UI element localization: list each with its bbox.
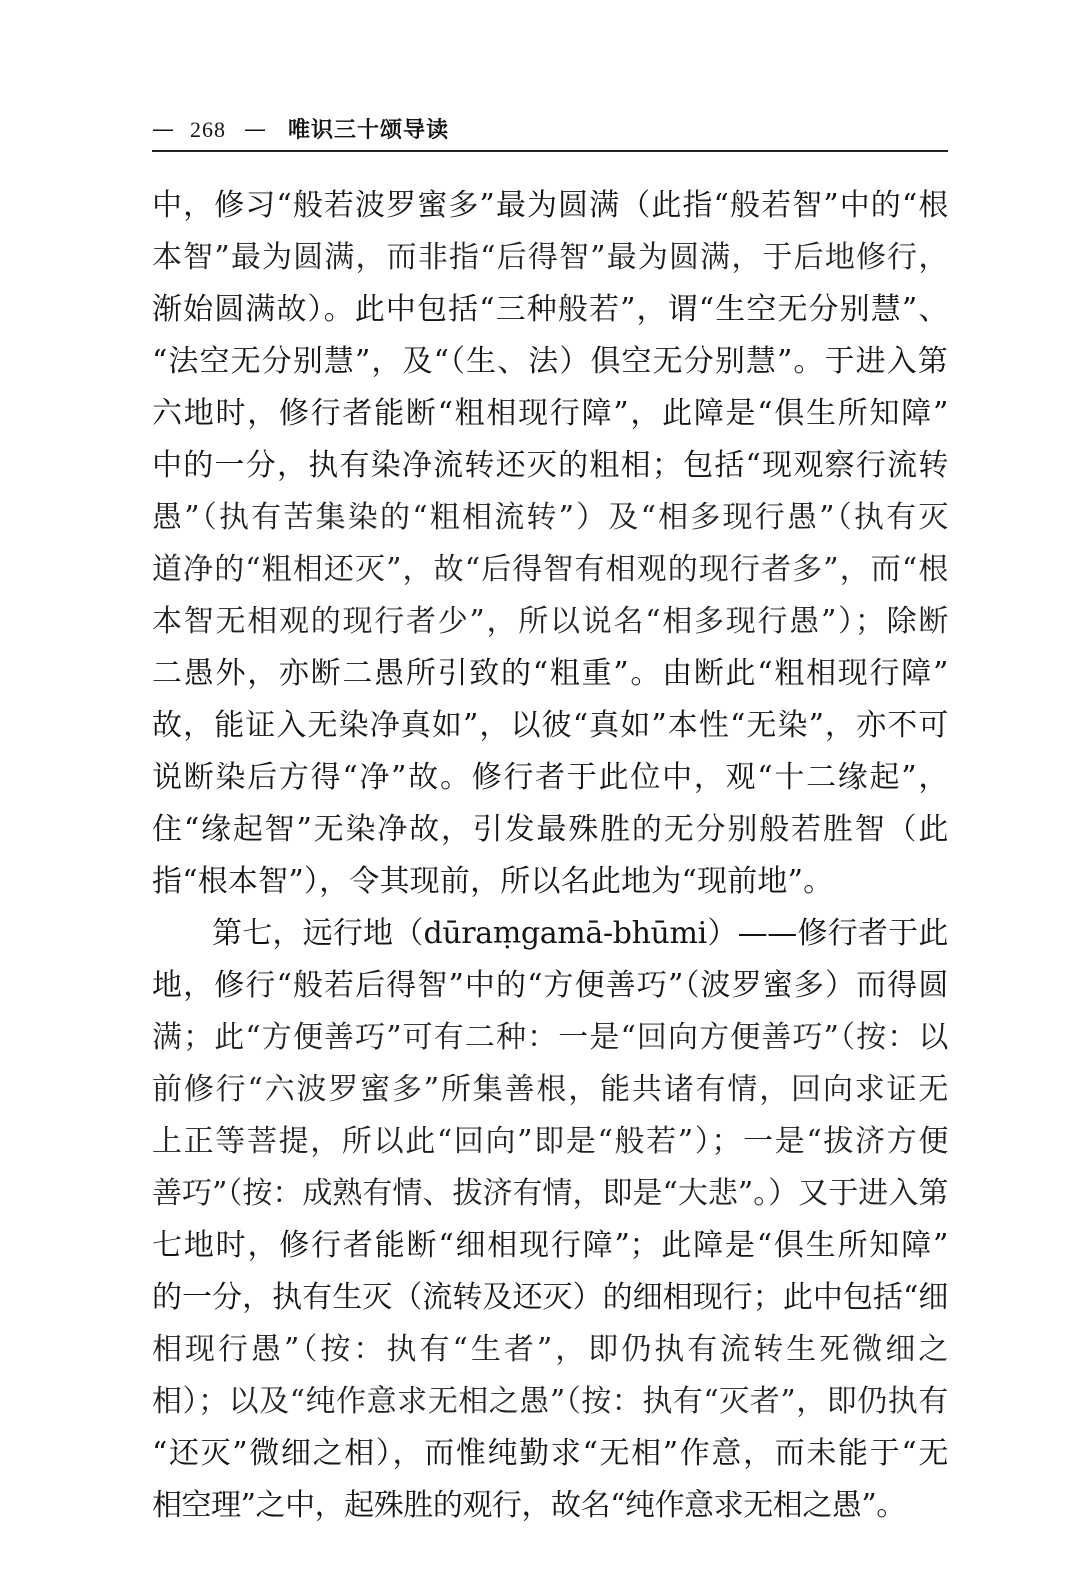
- body-line-20: 善巧”（按：成熟有情、拔济有情，即是“大悲”。）又于进入第: [152, 1176, 948, 1211]
- body-line-13: 住“缘起智”无染净故，引发最殊胜的无分别般若胜智（此: [152, 812, 948, 847]
- middle-header-dash: —: [244, 117, 267, 142]
- left-header-dash: —: [152, 117, 175, 142]
- body-line-16: 地，修行“般若后得智”中的“方便善巧”（波罗蜜多）而得圆: [152, 968, 948, 1003]
- body-line-8: 道净的“粗相还灭”，故“后得智有相观的现行者多”，而“根: [152, 552, 948, 587]
- body-line-25: “还灭”微细之相），而惟纯勤求“无相”作意，而未能于“无: [152, 1436, 948, 1471]
- body-line-19: 上正等菩提，所以此“回向”即是“般若”）；一是“拔济方便: [152, 1124, 948, 1159]
- body-line-3: 渐始圆满故）。此中包括“三种般若”，谓“生空无分别慧”、: [152, 292, 948, 327]
- body-line-11: 故，能证入无染净真如”，以彼“真如”本性“无染”，亦不可: [152, 708, 948, 743]
- body-text: [152, 180, 948, 1523]
- body-line-17: 满；此“方便善巧”可有二种：一是“回向方便善巧”（按：以: [152, 1020, 948, 1055]
- body-line-22: 的一分，执有生灭（流转及还灭）的细相现行；此中包括“细: [152, 1280, 948, 1315]
- running-header: [152, 116, 948, 150]
- body-line-9: 本智无相观的现行者少”，所以说名“相多现行愚”）；除断: [152, 604, 948, 639]
- body-line-24: 相）；以及“纯作意求无相之愚”（按：执有“灭者”，即仍执有: [152, 1384, 948, 1419]
- body-line-21: 七地时，修行者能断“细相现行障”；此障是“俱生所知障”: [152, 1228, 948, 1263]
- page-number: 268: [190, 117, 226, 142]
- body-line-14: 指“根本智”），令其现前，所以名此地为“现前地”。: [152, 864, 834, 899]
- body-line-7: 愚”（执有苦集染的“粗相流转”）及“相多现行愚”（执有灭: [152, 500, 948, 535]
- body-line-15: 第七，远行地（dūraṃgamā-bhūmi）——修行者于此: [212, 916, 948, 951]
- book-title: 唯识三十颂导读: [288, 117, 450, 143]
- body-line-1: 中，修习“般若波罗蜜多”最为圆满（此指“般若智”中的“根: [152, 188, 948, 223]
- body-line-2: 本智”最为圆满，而非指“后得智”最为圆满，于后地修行，: [152, 240, 948, 275]
- header-rule: [152, 150, 948, 152]
- body-line-6: 中的一分，执有染净流转还灭的粗相；包括“现观察行流转: [152, 448, 948, 483]
- body-line-12: 说断染后方得“净”故。修行者于此位中，观“十二缘起”，: [152, 760, 948, 795]
- body-line-18: 前修行“六波罗蜜多”所集善根，能共诸有情，回向求证无: [152, 1072, 948, 1107]
- body-line-5: 六地时，修行者能断“粗相现行障”，此障是“俱生所知障”: [152, 396, 948, 431]
- body-line-23: 相现行愚”（按：执有“生者”，即仍执有流转生死微细之: [152, 1332, 948, 1367]
- body-line-10: 二愚外，亦断二愚所引致的“粗重”。由断此“粗相现行障”: [152, 656, 948, 691]
- body-line-4: “法空无分别慧”，及“（生、法）俱空无分别慧”。于进入第: [152, 344, 948, 379]
- body-line-26: 相空理”之中，起殊胜的观行，故名“纯作意求无相之愚”。: [152, 1488, 906, 1523]
